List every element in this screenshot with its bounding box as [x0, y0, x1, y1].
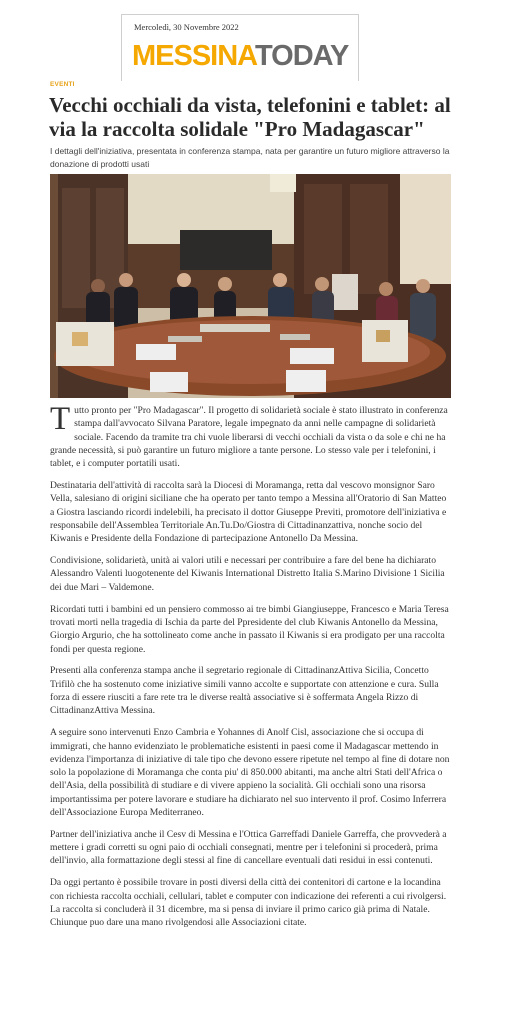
article-subtitle: I dettagli dell'iniziativa, presentata in conferenza stampa, nata per garantire un futuro migliore attraverso la donazione di prodotti usati [50, 146, 450, 169]
section-label[interactable]: EVENTI [50, 81, 75, 88]
article-paragraph: A seguire sono intervenuti Enzo Cambria e Yohannes di Anolf Cisl, associazione che si occupa di immigrati, che hanno evidenziato le problematiche esistenti in paesi come il Madagascar mettendo in evidenza l'importanza di iniziative di tale tipo che devono essere ripetute nel tempo al fine di dotare non solo la popolazione di Moramanga che conta piu' di 850.000 abitanti, ma anche altri Stati dell'Africa o dell'Asia, della possibilità di studiare e di vivere appieno la socialità. Gli occhiali sono una risorsa importantissima per potere lavorare e studiare ha dichiarato nel suo intervento il prof. Cosimo Inferrera dell'Associazione Europa Mediterraneo. [50, 727, 450, 818]
article-paragraph: Condivisione, solidarietà, unità ai valori utili e necessari per contribuire a fare del bene ha dichiarato Alessandro Valenti luogotenente del Kiwanis International Distretto Italia S.Marino Divisione 1 Sicilia dei due Mari – Valdemone. [50, 555, 445, 593]
article-body [50, 401, 450, 938]
article-paragraph: Da oggi pertanto è possibile trovare in posti diversi della città dei contenitori di cartone e la locandina con richiesta raccolta occhiali, cellulari, tablet e computer con indicazione dei referenti a cui rivolgersi. La raccolta si concluderà il 31 dicembre, ma si pensa di inviare il primo carico già prima di Natale. Chiunque puo dare una mano rivolgendosi alle Associazioni citate. [50, 877, 447, 929]
article-paragraph: Presenti alla conferenza stampa anche il segretario regionale di CittadinanzAttiva Sicilia, Concetto Trifilò che ha sostenuto come iniziative simili vanno accolte e supportate con attenzione e cura. Sulla forza di essere riusciti a fare rete tra le diverse realtà associative si è soffermata Angela Rizzo di CittadinanzAttiva Messina. [50, 665, 439, 717]
article-photo [50, 174, 451, 398]
masthead [121, 14, 359, 81]
logo-messina: MESSINA [132, 40, 255, 72]
logo-today: TODAY [254, 40, 349, 72]
article-paragraph: Ricordati tutti i bambini ed un pensiero commosso ai tre bimbi Giangiuseppe, Francesco e Maria Teresa trovati morti nella tragedia di Ischia da parte del Ppresidente del club Kiwanis Antonello da Messina, Giorgio Argurio, che ha sottolineato come anche in passato il Kiwanis si era prodigato per una raccolta fondi per questa regione. [50, 603, 449, 655]
article-title: Vecchi occhiali da vista, telefonini e tablet: al via la raccolta solidale "Pro Madagascar" [49, 93, 451, 141]
article-paragraph [50, 401, 450, 470]
paragraph-text: utto pronto per "Pro Madagascar". Il progetto di solidarietà sociale è stato illustrato in conferenza stampa dall'avvocato Silvana Paratore, legale impegnato da anni nelle campagne di solidarietà sociale. Facendo da tramite tra chi vuole liberarsi di vecchi occhiali da vista o da sole e chi ne ha grande necessità, si può garantire un futuro migliore a tante persone. Lo stesso vale per i telefonini, i tablet, e i computer portatili usati. [50, 405, 448, 470]
article-paragraph: Destinataria dell'attività di raccolta sarà la Diocesi di Moramanga, retta dal vescovo monsignor Saro Vella, salesiano di origini siciliane che ha operato per tanto tempo a Messina all'Oratorio di San Matteo a Giostra lasciando ricordi indelebili, ha precisato il dottor Giuseppe Previti, promotore dell'iniziativa e responsabile dell'Assemblea Territoriale An.Tu.Do/Giostra di Cittadinanzattiva, nonche socio del Kiwanis e Presidente della Fondazione di partecipazione Antonello Da Messina. [50, 480, 447, 545]
site-logo[interactable] [132, 40, 348, 72]
article-paragraph: Partner dell'iniziativa anche il Cesv di Messina e l'Ottica Garreffadi Daniele Garreffa, che provvederà a mettere i gradi corretti su ogni paio di occhiali consegnati, mentre per i telefonini si procederà, prima dell'invio, alla formattazione degli stessi al fine di cancellare eventuali dati residui in essi contenuti. [50, 828, 447, 867]
publication-date: Mercoledì, 30 Novembre 2022 [134, 22, 239, 32]
dropcap-letter: T [50, 401, 71, 437]
